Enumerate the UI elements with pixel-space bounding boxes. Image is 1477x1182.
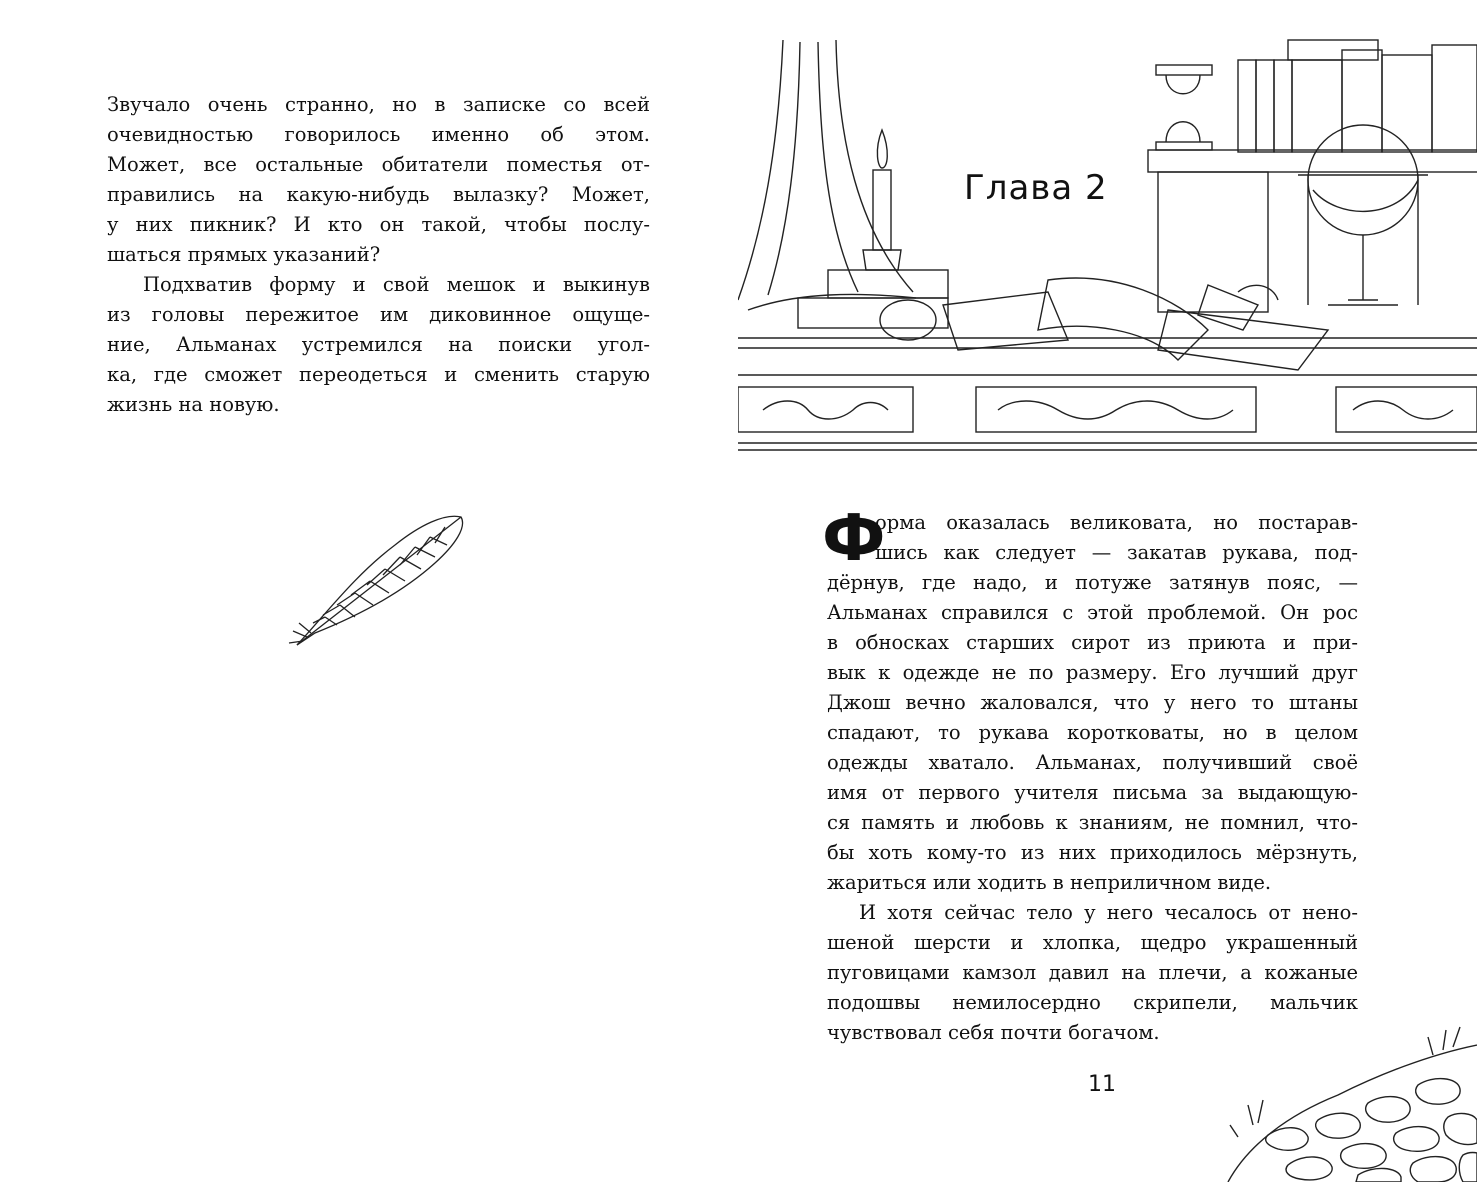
right-paragraph-1-first-lines: [875, 508, 1358, 568]
text-line: бы хоть кому-то из них приходилось мёрзнуть,: [827, 841, 1358, 864]
text-line: Подхватив форму и свой мешок и выкинув: [143, 273, 650, 296]
left-paragraph-2: [107, 270, 650, 420]
text-line: ние, Альманах устремился на поиски угол-: [107, 333, 650, 356]
text-line: спадают, то рукава коротковаты, но в целом: [827, 721, 1358, 744]
text-line: имя от первого учителя письма за выдающую-: [827, 781, 1358, 804]
text-line: подошвы немилосердно скрипели, мальчик: [827, 991, 1358, 1014]
text-line: пуговицами камзол давил на плечи, а кожаные: [827, 961, 1358, 984]
text-line: Джош вечно жаловался, что у него то штаны: [827, 691, 1358, 714]
desk-illustration: [738, 30, 1477, 455]
text-line: правились на какую-нибудь вылазку? Может,: [107, 183, 650, 206]
right-page: [738, 0, 1477, 1182]
text-line: ка, где сможет переодеться и сменить старую: [107, 363, 650, 386]
feather-illustration: [285, 505, 470, 655]
text-line: вык к одежде не по размеру. Его лучший друг: [827, 661, 1358, 684]
text-line: Может, все остальные обитатели поместья от-: [107, 153, 650, 176]
text-line: Альманах справился с этой проблемой. Он рос: [827, 601, 1358, 624]
text-line: жариться или ходить в неприличном виде.: [827, 871, 1272, 894]
text-line: ся память и любовь к знаниям, не помнил, что-: [827, 811, 1358, 834]
drop-cap: Ф: [822, 502, 886, 576]
text-line: у них пикник? И кто он такой, чтобы послу-: [107, 213, 650, 236]
text-line: Звучало очень странно, но в записке со всей: [107, 93, 650, 116]
text-line: из головы пережитое им диковинное ощуще-: [107, 303, 650, 326]
text-line: дёрнув, где надо, и потуже затянув пояс, —: [827, 571, 1358, 594]
left-page: [0, 0, 738, 1182]
cobblestone-illustration: [1208, 1025, 1477, 1182]
text-line: И хотя сейчас тело у него чесалось от нено-: [859, 901, 1358, 924]
chapter-title: Глава 2: [964, 168, 1108, 208]
text-line: жизнь на новую.: [107, 393, 280, 416]
text-line: одежды хватало. Альманах, получивший своё: [827, 751, 1358, 774]
right-paragraph-1: [827, 568, 1358, 898]
page-number: 11: [1088, 1072, 1116, 1097]
text-line: орма оказалась великовата, но постарав-: [875, 511, 1358, 534]
text-line: очевидностью говорилось именно об этом.: [107, 123, 650, 146]
text-line: в обносках старших сирот из приюта и при-: [827, 631, 1358, 654]
left-paragraph-1: [107, 90, 650, 270]
text-line: шаться прямых указаний?: [107, 243, 381, 266]
text-line: шись как следует — закатав рукава, под-: [875, 541, 1358, 564]
text-line: чувствовал себя почти богачом.: [827, 1021, 1160, 1044]
text-line: шеной шерсти и хлопка, щедро украшенный: [827, 931, 1358, 954]
